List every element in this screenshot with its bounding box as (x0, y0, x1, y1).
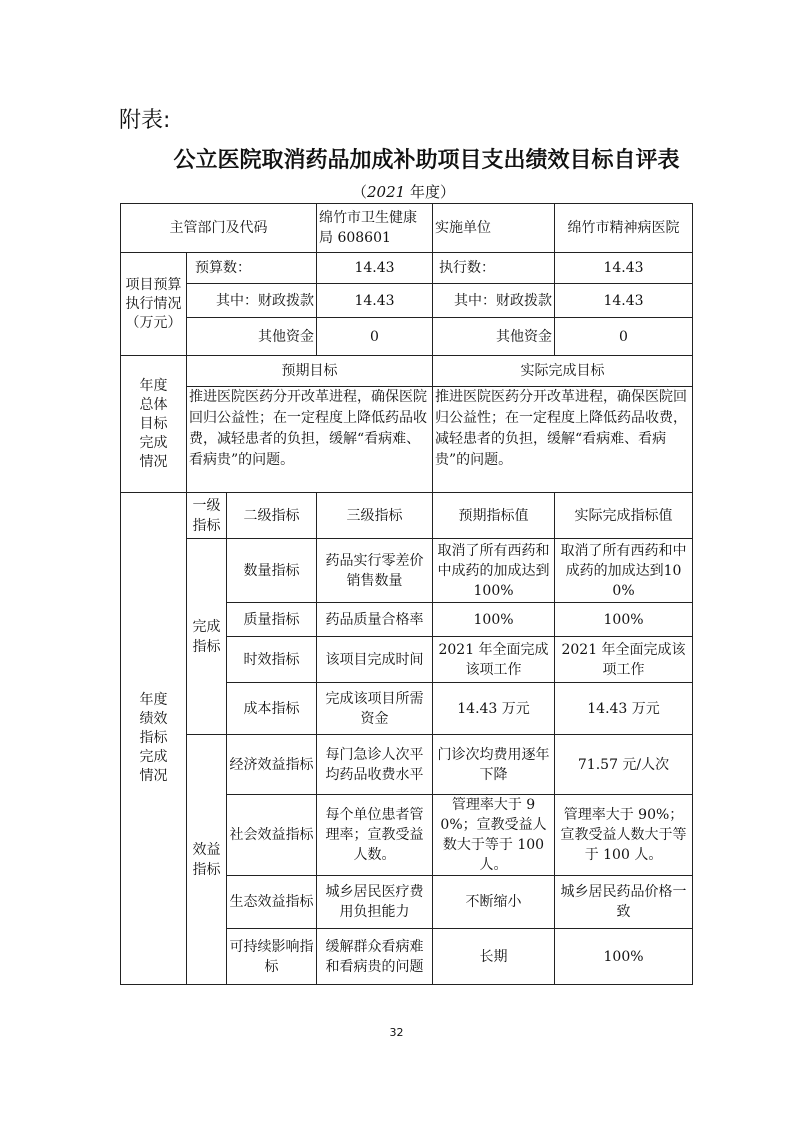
header-level2: 二级指标 (227, 493, 317, 539)
benefit-expected: 不断缩小 (433, 876, 555, 929)
benefit-level2: 经济效益指标 (227, 735, 317, 795)
exec-other-label: 其他资金 (433, 318, 555, 356)
benefit-level2: 生态效益指标 (227, 876, 317, 929)
page-title: 公立医院取消药品加成补助项目支出绩效目标自评表 (173, 148, 680, 173)
completion-label: 完成指标 (187, 539, 227, 735)
exec-value: 14.43 (555, 253, 693, 284)
header-level3: 三级指标 (317, 493, 433, 539)
benefit-level3: 城乡居民医疗费用负担能力 (317, 876, 433, 929)
budget-section-label: 项目预算执行情况（万元） (121, 253, 187, 356)
benefit-level3: 每个单位患者管理率；宣教受益人数。 (317, 795, 433, 876)
exec-other-value: 0 (555, 318, 693, 356)
completion-actual: 2021 年全面完成该项工作 (555, 637, 693, 683)
completion-level2: 数量指标 (227, 539, 317, 603)
completion-expected: 14.43 万元 (433, 683, 555, 735)
header-expected: 预期指标值 (433, 493, 555, 539)
completion-expected: 2021 年全面完成该项工作 (433, 637, 555, 683)
dept-label: 主管部门及代码 (121, 204, 317, 253)
budget-value: 14.43 (317, 253, 433, 284)
goals-section-label: 年度总体目标完成情况 (121, 356, 187, 493)
completion-actual: 取消了所有西药和中成药的加成达到100% (555, 539, 693, 603)
completion-actual: 100% (555, 603, 693, 637)
benefit-level3: 每门急诊人次平均药品收费水平 (317, 735, 433, 795)
indicators-section-label: 年度绩效指标完成情况 (121, 493, 187, 985)
impl-value: 绵竹市精神病医院 (555, 204, 693, 253)
page-number: 32 (389, 1026, 404, 1039)
exec-label: 执行数： (433, 253, 555, 284)
other-value: 0 (317, 318, 433, 356)
header-level1: 一级指标 (187, 493, 227, 539)
year-suffix: 年度） (405, 183, 455, 201)
fiscal-label: 其中：财政拨款 (187, 284, 317, 318)
appendix-label: 附表: (119, 108, 171, 133)
completion-actual: 14.43 万元 (555, 683, 693, 735)
benefit-expected: 门诊次均费用逐年下降 (433, 735, 555, 795)
impl-label: 实施单位 (433, 204, 555, 253)
evaluation-table (120, 203, 693, 985)
benefit-actual: 100% (555, 929, 693, 985)
benefit-actual: 城乡居民药品价格一致 (555, 876, 693, 929)
actual-goal-header: 实际完成目标 (433, 356, 693, 387)
other-label: 其他资金 (187, 318, 317, 356)
completion-level2: 质量指标 (227, 603, 317, 637)
exec-fiscal-value: 14.43 (555, 284, 693, 318)
year-value: 2021 (367, 183, 406, 201)
completion-expected: 取消了所有西药和中成药的加成达到100% (433, 539, 555, 603)
expected-goal-header: 预期目标 (187, 356, 433, 387)
expected-goal-text: 推进医院医药分开改革进程，确保医院回归公益性；在一定程度上降低药品收费，减轻患者的负担，缓解“看病难、看病贵”的问题。 (187, 387, 433, 493)
exec-fiscal-label: 其中：财政拨款 (433, 284, 555, 318)
header-actual: 实际完成指标值 (555, 493, 693, 539)
completion-level3: 该项目完成时间 (317, 637, 433, 683)
benefit-level2: 社会效益指标 (227, 795, 317, 876)
completion-level2: 成本指标 (227, 683, 317, 735)
benefit-level3: 缓解群众看病难和看病贵的问题 (317, 929, 433, 985)
benefit-expected: 管理率大于 90%；宣教受益人数大于等于 100 人。 (433, 795, 555, 876)
year-label (0, 181, 793, 202)
completion-level3: 药品质量合格率 (317, 603, 433, 637)
benefit-level2: 可持续影响指标 (227, 929, 317, 985)
fiscal-value: 14.43 (317, 284, 433, 318)
benefit-label: 效益指标 (187, 735, 227, 985)
actual-goal-text: 推进医院医药分开改革进程，确保医院回归公益性；在一定程度上降低药品收费，减轻患者的负担，缓解“看病难、看病贵”的问题。 (433, 387, 693, 493)
benefit-actual: 管理率大于 90%；宣教受益人数大于等于 100 人。 (555, 795, 693, 876)
benefit-expected: 长期 (433, 929, 555, 985)
dept-value: 绵竹市卫生健康局 608601 (317, 204, 433, 253)
benefit-actual: 71.57 元/人次 (555, 735, 693, 795)
completion-level3: 完成该项目所需资金 (317, 683, 433, 735)
completion-level3: 药品实行零差价销售数量 (317, 539, 433, 603)
year-prefix: （ (352, 183, 368, 201)
budget-label: 预算数： (187, 253, 317, 284)
completion-expected: 100% (433, 603, 555, 637)
completion-level2: 时效指标 (227, 637, 317, 683)
